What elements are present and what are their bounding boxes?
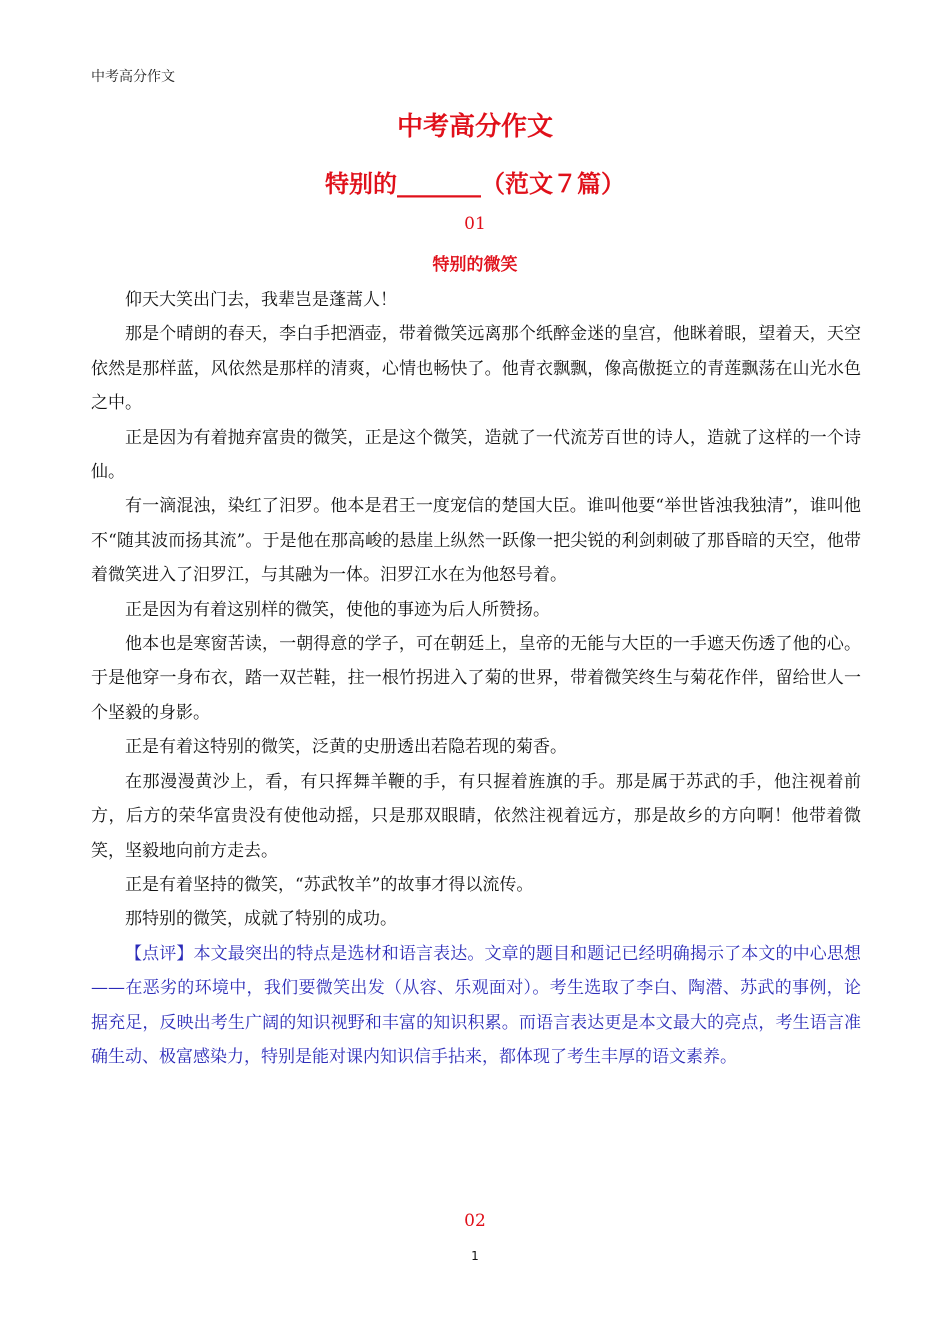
review-comment: 【点评】本文最突出的特点是选材和语言表达。文章的题目和题记已经明确揭示了本文的中心思想——在恶劣的环境中，我们要微笑出发（从容、乐观面对）。考生选取了李白、陶潜、苏武的事例，论据充足，反映出考生广阔的知识视野和丰富的知识积累。而语言表达更是本文最大的亮点，考生语言准确生动、极富感染力，特别是能对课内知识信手拈来，都体现了考生丰厚的语文素养。 (91, 943, 861, 1067)
paragraph: 那特别的微笑，成就了特别的成功。 (125, 909, 397, 930)
paragraph: 正是因为有着这别样的微笑，使他的事迹为后人所赞扬。 (125, 599, 550, 620)
paragraph: 仰天大笑出门去，我辈岂是蓬蒿人！ (125, 290, 397, 310)
paragraph: 正是有着这特别的微笑，泛黄的史册透出若隐若现的菊香。 (125, 737, 567, 758)
essay-body (91, 283, 861, 1074)
paragraph: 他本也是寒窗苦读，一朝得意的学子，可在朝廷上，皇帝的无能与大臣的一手遮天伤透了他的心。于是他穿一身布衣，踏一双芒鞋，拄一根竹拐进入了菊的世界，带着微笑终生与菊花作伴，留给世人一个坚毅的身影。 (91, 634, 861, 723)
essay-title: 特别的微笑 (432, 255, 518, 275)
paragraph: 有一滴混浊，染红了汨罗。他本是君王一度宠信的楚国大臣。谁叫他要“举世皆浊我独清”，谁叫他不“随其波而扬其流”。于是他在那高峻的悬崖上纵然一跃像一把尖锐的利剑刺破了那昏暗的天空，他带着微笑进入了汨罗江，与其融为一体。汨罗江水在为他怒号着。 (91, 496, 861, 586)
paragraph: 正是有着坚持的微笑，“苏武牧羊”的故事才得以流传。 (125, 874, 534, 895)
running-header: 中考高分作文 (91, 69, 175, 85)
essay-number: 01 (464, 214, 486, 234)
paragraph: 那是个晴朗的春天，李白手把酒壶，带着微笑远离那个纸醉金迷的皇宫，他眯着眼，望着天，天空依然是那样蓝，风依然是那样的清爽，心情也畅快了。他青衣飘飘，像高傲挺立的青莲飘荡在山光水色之中。 (91, 324, 861, 414)
page-number: 1 (471, 1249, 479, 1263)
paragraph: 在那漫漫黄沙上，看，有只挥舞羊鞭的手，有只握着旌旗的手。那是属于苏武的手，他注视着前方，后方的荣华富贵没有使他动摇，只是那双眼睛，依然注视着远方，那是故乡的方向啊！他带着微笑，坚毅地向前方走去。 (91, 771, 861, 861)
paragraph: 正是因为有着抛弃富贵的微笑，正是这个微笑，造就了一代流芳百世的诗人，造就了这样的一个诗仙。 (91, 427, 861, 483)
page-subtitle: 特别的_______（范文７篇） (325, 170, 625, 198)
page-title: 中考高分作文 (396, 112, 553, 142)
essay-number: 02 (464, 1211, 486, 1231)
